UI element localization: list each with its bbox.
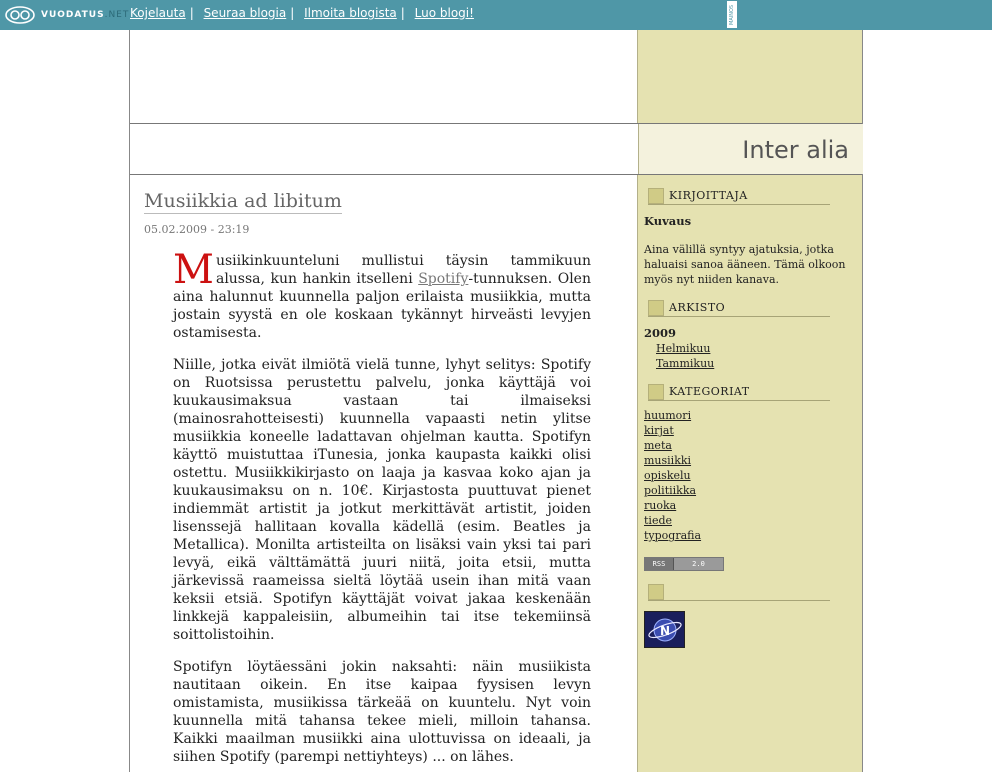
author-heading bbox=[648, 187, 830, 205]
list-item bbox=[644, 356, 856, 371]
vuodatus-topbar bbox=[0, 0, 992, 30]
archive-heading-text: ARKISTO bbox=[669, 301, 726, 314]
author-heading-text: KIRJOITTAJA bbox=[669, 189, 748, 202]
blog-title[interactable]: Inter alia bbox=[742, 136, 849, 164]
nav-separator: | bbox=[400, 6, 405, 20]
topbar-nav bbox=[130, 6, 474, 20]
paragraph-text: -tunnuksen. Olen aina halunnut kuunnella paljon erilaista musiikkia, mutta jostain syystä en ole koskaan tykännyt hirveästi levyjen ostamisesta. bbox=[173, 271, 591, 341]
archive-heading bbox=[648, 299, 830, 317]
main-content bbox=[144, 190, 591, 780]
archive-list bbox=[644, 341, 856, 371]
blog-header bbox=[130, 123, 862, 175]
heading-square-icon bbox=[648, 384, 664, 400]
spotify-link[interactable]: Spotify bbox=[418, 271, 469, 287]
category-link[interactable]: typografia bbox=[644, 529, 702, 542]
dropcap: M bbox=[173, 247, 214, 293]
categories-heading-text: KATEGORIAT bbox=[669, 385, 750, 398]
categories-heading bbox=[648, 383, 830, 401]
network-badge-icon[interactable] bbox=[644, 611, 685, 648]
category-link[interactable]: meta bbox=[644, 439, 672, 452]
badge-section bbox=[644, 583, 856, 648]
post-date: 05.02.2009 - 23:19 bbox=[144, 223, 250, 236]
nav-ilmoita-blogista-link[interactable]: Ilmoita blogista bbox=[304, 6, 397, 20]
logo-text: VUODATUS bbox=[41, 10, 105, 20]
archive-month-link[interactable]: Helmikuu bbox=[656, 342, 711, 355]
post-paragraph bbox=[173, 247, 591, 342]
nav-luo-blogi-link[interactable]: Luo blogi! bbox=[414, 6, 474, 20]
post-title[interactable]: Musiikkia ad libitum bbox=[144, 190, 342, 212]
list-item bbox=[644, 438, 856, 453]
list-item bbox=[644, 423, 856, 438]
category-link[interactable]: huumori bbox=[644, 409, 692, 422]
author-name: Kuvaus bbox=[644, 214, 692, 228]
heading-square-icon bbox=[648, 584, 664, 600]
svg-text:N: N bbox=[660, 624, 671, 638]
archive-section bbox=[644, 299, 856, 371]
post-paragraph: Niille, jotka eivät ilmiötä vielä tunne, lyhyt selitys: Spotify on Ruotsissa perustettu palvelu, jonka käyttäjä voi kuukausimaksua vastaan tai ilmaiseksi (mainosrahotteisesti) kuunnella vapaasti netin ylitse musiikkia koneelle ladattavan ohjelman kautta. Spotifyn käyttö muistuttaa iTunesia, jonka kaupasta kaikki olisi ostettu. Musiikkikirjasto on laaja ja kasvaa koko ajan ja kuukausimaksu on n. 10€. Kirjastosta puuttuvat pienet indiemmät artistit ja jotkut merkittävät artistit, joiden lisenssejä hallitaan kovalla kädellä (esim. Beatles ja Metallica). Monilta artisteilta on lisäksi vain yksi tai pari levyä, eikä välttämättä juuri niitä, joita etsii, mutta järkevissä raameissa sieltä löytää usein ihan mitä vaan keksii etsiä. Spotifyn käyttäjät voivat jakaa keskenään linkkejä kappaleisiin, albumeihin tai itse tekemiinsä soittolistoihin. bbox=[173, 357, 591, 643]
author-description: Aina välillä syntyy ajatuksia, jotka haluaisi sanoa ääneen. Tämä olkoon myös nyt niiden kanava. bbox=[644, 243, 846, 286]
list-item bbox=[644, 513, 856, 528]
categories-list bbox=[644, 408, 856, 543]
archive-month-link[interactable]: Tammikuu bbox=[656, 357, 715, 370]
post-body bbox=[173, 247, 591, 766]
category-link[interactable]: ruoka bbox=[644, 499, 677, 512]
vuodatus-logo[interactable] bbox=[5, 6, 129, 24]
heading-square-icon bbox=[648, 300, 664, 316]
category-link[interactable]: musiikki bbox=[644, 454, 692, 467]
rss-version: 2.0 bbox=[673, 558, 723, 570]
author-section bbox=[644, 187, 856, 287]
list-item bbox=[644, 341, 856, 356]
nav-separator: | bbox=[189, 6, 194, 20]
rss-feed-button[interactable] bbox=[644, 557, 724, 571]
nav-seuraa-blogia-link[interactable]: Seuraa blogia bbox=[203, 6, 287, 20]
post-paragraph: Spotifyn löytäessäni jokin naksahti: näin musiikista nautitaan oikein. En itse kaipaa fyysisen levyn omistamista, musiikissa tärkeää on kuuntelu. Nyt voin kuunnella mitä tahansa tekee mieli, milloin tahansa. Kaikki maailman musiikki aina ulottuvissa on ideaali, ja siihen Spotify (parempi nettiyhteys) ... on lähes. bbox=[173, 659, 591, 765]
list-item bbox=[644, 468, 856, 483]
ad-label: MAINOS bbox=[727, 1, 737, 28]
vuodatus-logo-icon bbox=[5, 6, 35, 24]
archive-year: 2009 bbox=[644, 326, 677, 340]
nav-kojelauta-link[interactable]: Kojelauta bbox=[130, 6, 186, 20]
category-link[interactable]: politiikka bbox=[644, 484, 697, 497]
list-item bbox=[644, 408, 856, 423]
list-item bbox=[644, 498, 856, 513]
badge-heading bbox=[648, 583, 830, 601]
category-link[interactable]: tiede bbox=[644, 514, 672, 527]
category-link[interactable]: opiskelu bbox=[644, 469, 691, 482]
rss-label: RSS bbox=[645, 558, 673, 570]
sidebar bbox=[644, 187, 856, 660]
categories-section bbox=[644, 383, 856, 571]
category-link[interactable]: kirjat bbox=[644, 424, 674, 437]
nav-separator: | bbox=[290, 6, 295, 20]
list-item bbox=[644, 528, 856, 543]
paragraph-text: usiikinkuunteluni mullistui täysin tammikuun alussa, kun hankin itselleni bbox=[215, 253, 591, 287]
list-item bbox=[644, 483, 856, 498]
blog-title-cell bbox=[638, 124, 863, 174]
logo-tld: .NET bbox=[104, 10, 130, 20]
heading-square-icon bbox=[648, 188, 664, 204]
list-item bbox=[644, 453, 856, 468]
